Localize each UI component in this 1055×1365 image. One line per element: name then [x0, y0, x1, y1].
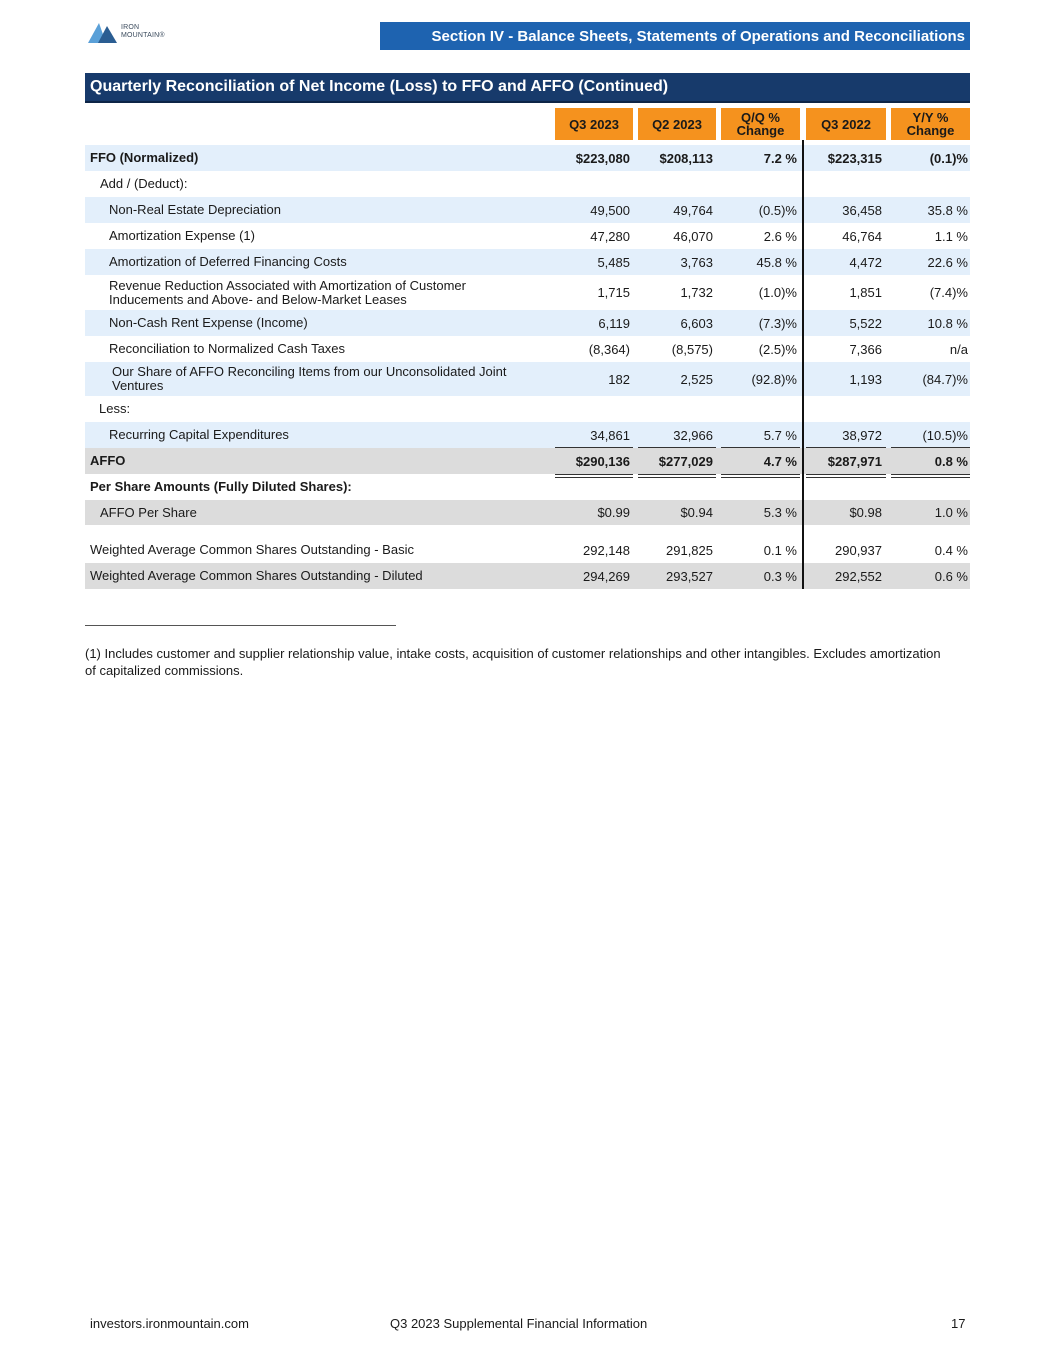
cell-qq-change: (92.8)%	[751, 371, 797, 387]
row-label: Recurring Capital Expenditures	[109, 427, 289, 442]
cell-q3-2022: $223,315	[827, 150, 882, 166]
row-label: Weighted Average Common Shares Outstanding - Diluted	[90, 568, 423, 583]
cell-q3-2023: 294,269	[583, 568, 630, 584]
cell-q2-2023: $208,113	[659, 150, 713, 166]
title-rule	[85, 101, 970, 103]
footer-doc-title: Q3 2023 Supplemental Financial Information	[390, 1316, 648, 1331]
cell-q3-2023: $223,080	[575, 150, 630, 166]
cell-q3-2023: $290,136	[575, 453, 630, 469]
cell-q3-2023: $0.99	[597, 505, 630, 520]
footer-page-number: 17	[951, 1316, 966, 1331]
row-label: Per Share Amounts (Fully Diluted Shares):	[90, 479, 352, 494]
cell-yy-change: 0.4 %	[934, 542, 968, 558]
cell-qq-change: (2.5)%	[758, 341, 797, 357]
footnote: (1) Includes customer and supplier relationship value, intake costs, acquisition of customer relationships and other intangibles. Excludes amortization of capitalized commissions.	[85, 646, 941, 678]
row-label: AFFO	[90, 453, 126, 468]
subtotal-rule	[721, 447, 800, 448]
table-row	[85, 362, 970, 396]
cell-q2-2023: 32,966	[673, 427, 713, 443]
cell-q3-2023: 1,715	[597, 285, 630, 300]
cell-qq-change: 2.6 %	[763, 228, 797, 244]
cell-q2-2023: 46,070	[673, 228, 713, 244]
cell-q3-2022: 38,972	[842, 427, 882, 443]
table-row	[85, 448, 970, 474]
table-row	[85, 396, 970, 422]
row-label: Non-Cash Rent Expense (Income)	[109, 315, 308, 330]
total-double-rule	[721, 474, 800, 478]
cell-yy-change: 1.1 %	[934, 228, 968, 244]
logo-line-2: MOUNTAIN®	[121, 32, 165, 39]
cell-yy-change: (10.5)%	[922, 427, 968, 443]
mountain-logo-icon	[88, 20, 118, 44]
logo-wordmark	[121, 24, 165, 40]
total-double-rule	[638, 474, 716, 478]
cell-q3-2023: (8,364)	[588, 341, 630, 357]
cell-q3-2022: 1,851	[849, 285, 882, 300]
cell-q3-2023: 182	[608, 371, 630, 387]
cell-q3-2022: 292,552	[835, 568, 882, 584]
table-row	[85, 249, 970, 275]
cell-q2-2023: $277,029	[658, 453, 713, 469]
table-row	[85, 500, 970, 525]
cell-q2-2023: 49,764	[673, 202, 713, 218]
cell-qq-change: 0.1 %	[763, 542, 797, 558]
cell-yy-change	[868, 171, 968, 197]
cell-yy-change: 0.8 %	[934, 453, 968, 469]
table-row	[85, 563, 970, 589]
cell-qq-change: 0.3 %	[763, 568, 797, 584]
cell-q2-2023: (8,575)	[671, 341, 713, 357]
total-double-rule	[891, 474, 970, 478]
cell-qq-change: (0.5)%	[758, 202, 797, 218]
subtotal-rule	[806, 447, 886, 448]
subtotal-rule	[891, 447, 970, 448]
table-row	[85, 422, 970, 448]
cell-yy-change: 1.0 %	[934, 505, 968, 520]
cell-q2-2023: $0.94	[680, 505, 713, 520]
row-label: Non-Real Estate Depreciation	[109, 202, 281, 217]
cell-yy-change: 0.6 %	[934, 568, 968, 584]
row-label: Amortization Expense (1)	[109, 228, 255, 243]
cell-qq-change: (7.3)%	[758, 315, 797, 331]
column-header-q2-2023: Q2 2023	[638, 108, 716, 140]
column-header-q3-2023: Q3 2023	[555, 108, 633, 140]
cell-yy-change: 22.6 %	[927, 254, 968, 270]
cell-qq-change: 4.7 %	[763, 453, 797, 469]
cell-qq-change: 5.7 %	[763, 427, 797, 443]
footer-website: investors.ironmountain.com	[90, 1316, 249, 1331]
cell-yy-change: (84.7)%	[922, 371, 968, 387]
registered-mark: ®	[159, 32, 165, 39]
row-label: FFO (Normalized)	[90, 150, 199, 165]
cell-yy-change: (0.1)%	[929, 150, 968, 166]
cell-q3-2022: 36,458	[842, 202, 882, 218]
column-header-yy-change: Y/Y % Change	[891, 108, 970, 140]
cell-q2-2023: 6,603	[680, 315, 713, 331]
total-double-rule	[806, 474, 886, 478]
table-row	[85, 145, 970, 171]
cell-q3-2022: 4,472	[849, 254, 882, 270]
cell-q3-2022: 1,193	[849, 371, 882, 387]
cell-q3-2022: 5,522	[849, 315, 882, 331]
row-label: AFFO Per Share	[100, 504, 197, 520]
cell-yy-change: 35.8 %	[927, 202, 968, 218]
cell-yy-change: 10.8 %	[927, 315, 968, 331]
row-label: Our Share of AFFO Reconciling Items from our Unconsolidated Joint Ventures	[112, 364, 507, 393]
cell-q3-2022: 7,366	[849, 341, 882, 357]
cell-q3-2023: 6,119	[598, 315, 630, 331]
cell-q2-2023: 3,763	[680, 254, 713, 270]
cell-q3-2022: 290,937	[835, 542, 882, 558]
cell-yy-change: (7.4)%	[929, 285, 968, 300]
cell-q3-2023: 49,500	[590, 202, 630, 218]
cell-q3-2023: 292,148	[583, 542, 630, 558]
cell-qq-change: 5.3 %	[763, 505, 797, 520]
cell-yy-change: n/a	[949, 341, 968, 357]
cell-q3-2023: 5,485	[597, 254, 630, 270]
cell-q3-2022	[782, 396, 882, 422]
column-divider	[802, 140, 804, 589]
footnote-rule	[85, 625, 396, 626]
table-title: Quarterly Reconciliation of Net Income (Loss) to FFO and AFFO (Continued)	[85, 73, 970, 101]
table-row	[85, 171, 970, 197]
subtotal-rule	[555, 447, 633, 448]
row-label: Less:	[99, 401, 131, 416]
cell-q2-2023: 293,527	[666, 568, 713, 584]
company-logo	[88, 20, 165, 44]
table-row	[85, 336, 970, 362]
table-row	[85, 223, 970, 249]
cell-q3-2023: 34,861	[590, 427, 630, 443]
section-banner: Section IV - Balance Sheets, Statements of Operations and Reconciliations	[380, 22, 970, 50]
row-label: Add / (Deduct):	[100, 176, 188, 191]
table-row	[85, 197, 970, 223]
cell-qq-change: (1.0)%	[758, 285, 797, 300]
row-label: Reconciliation to Normalized Cash Taxes	[109, 341, 346, 356]
cell-q3-2022: $287,971	[827, 453, 882, 469]
cell-q2-2023: 291,825	[666, 542, 713, 558]
row-label: Weighted Average Common Shares Outstanding - Basic	[90, 542, 414, 557]
cell-qq-change: 45.8 %	[756, 254, 797, 270]
cell-yy-change	[868, 396, 968, 422]
cell-q2-2023: 2,525	[680, 371, 713, 387]
table-row	[85, 275, 970, 310]
column-header-q3-2022: Q3 2022	[806, 108, 886, 140]
row-label: Amortization of Deferred Financing Costs	[109, 254, 347, 269]
column-header-qq-change: Q/Q % Change	[721, 108, 800, 140]
subtotal-rule	[638, 447, 716, 448]
cell-q2-2023: 1,732	[680, 285, 713, 300]
cell-q3-2022	[782, 171, 882, 197]
cell-q3-2022: 46,764	[842, 228, 882, 244]
table-row	[85, 537, 970, 563]
cell-q3-2022: $0.98	[849, 505, 882, 520]
logo-line-1: IRON	[121, 24, 140, 31]
total-double-rule	[555, 474, 633, 478]
cell-q3-2023: 47,280	[590, 228, 630, 244]
cell-qq-change: 7.2 %	[763, 150, 797, 166]
row-label: Revenue Reduction Associated with Amortization of Customer Inducements and Above- and Below-Market Leases	[109, 277, 466, 307]
table-row	[85, 310, 970, 336]
